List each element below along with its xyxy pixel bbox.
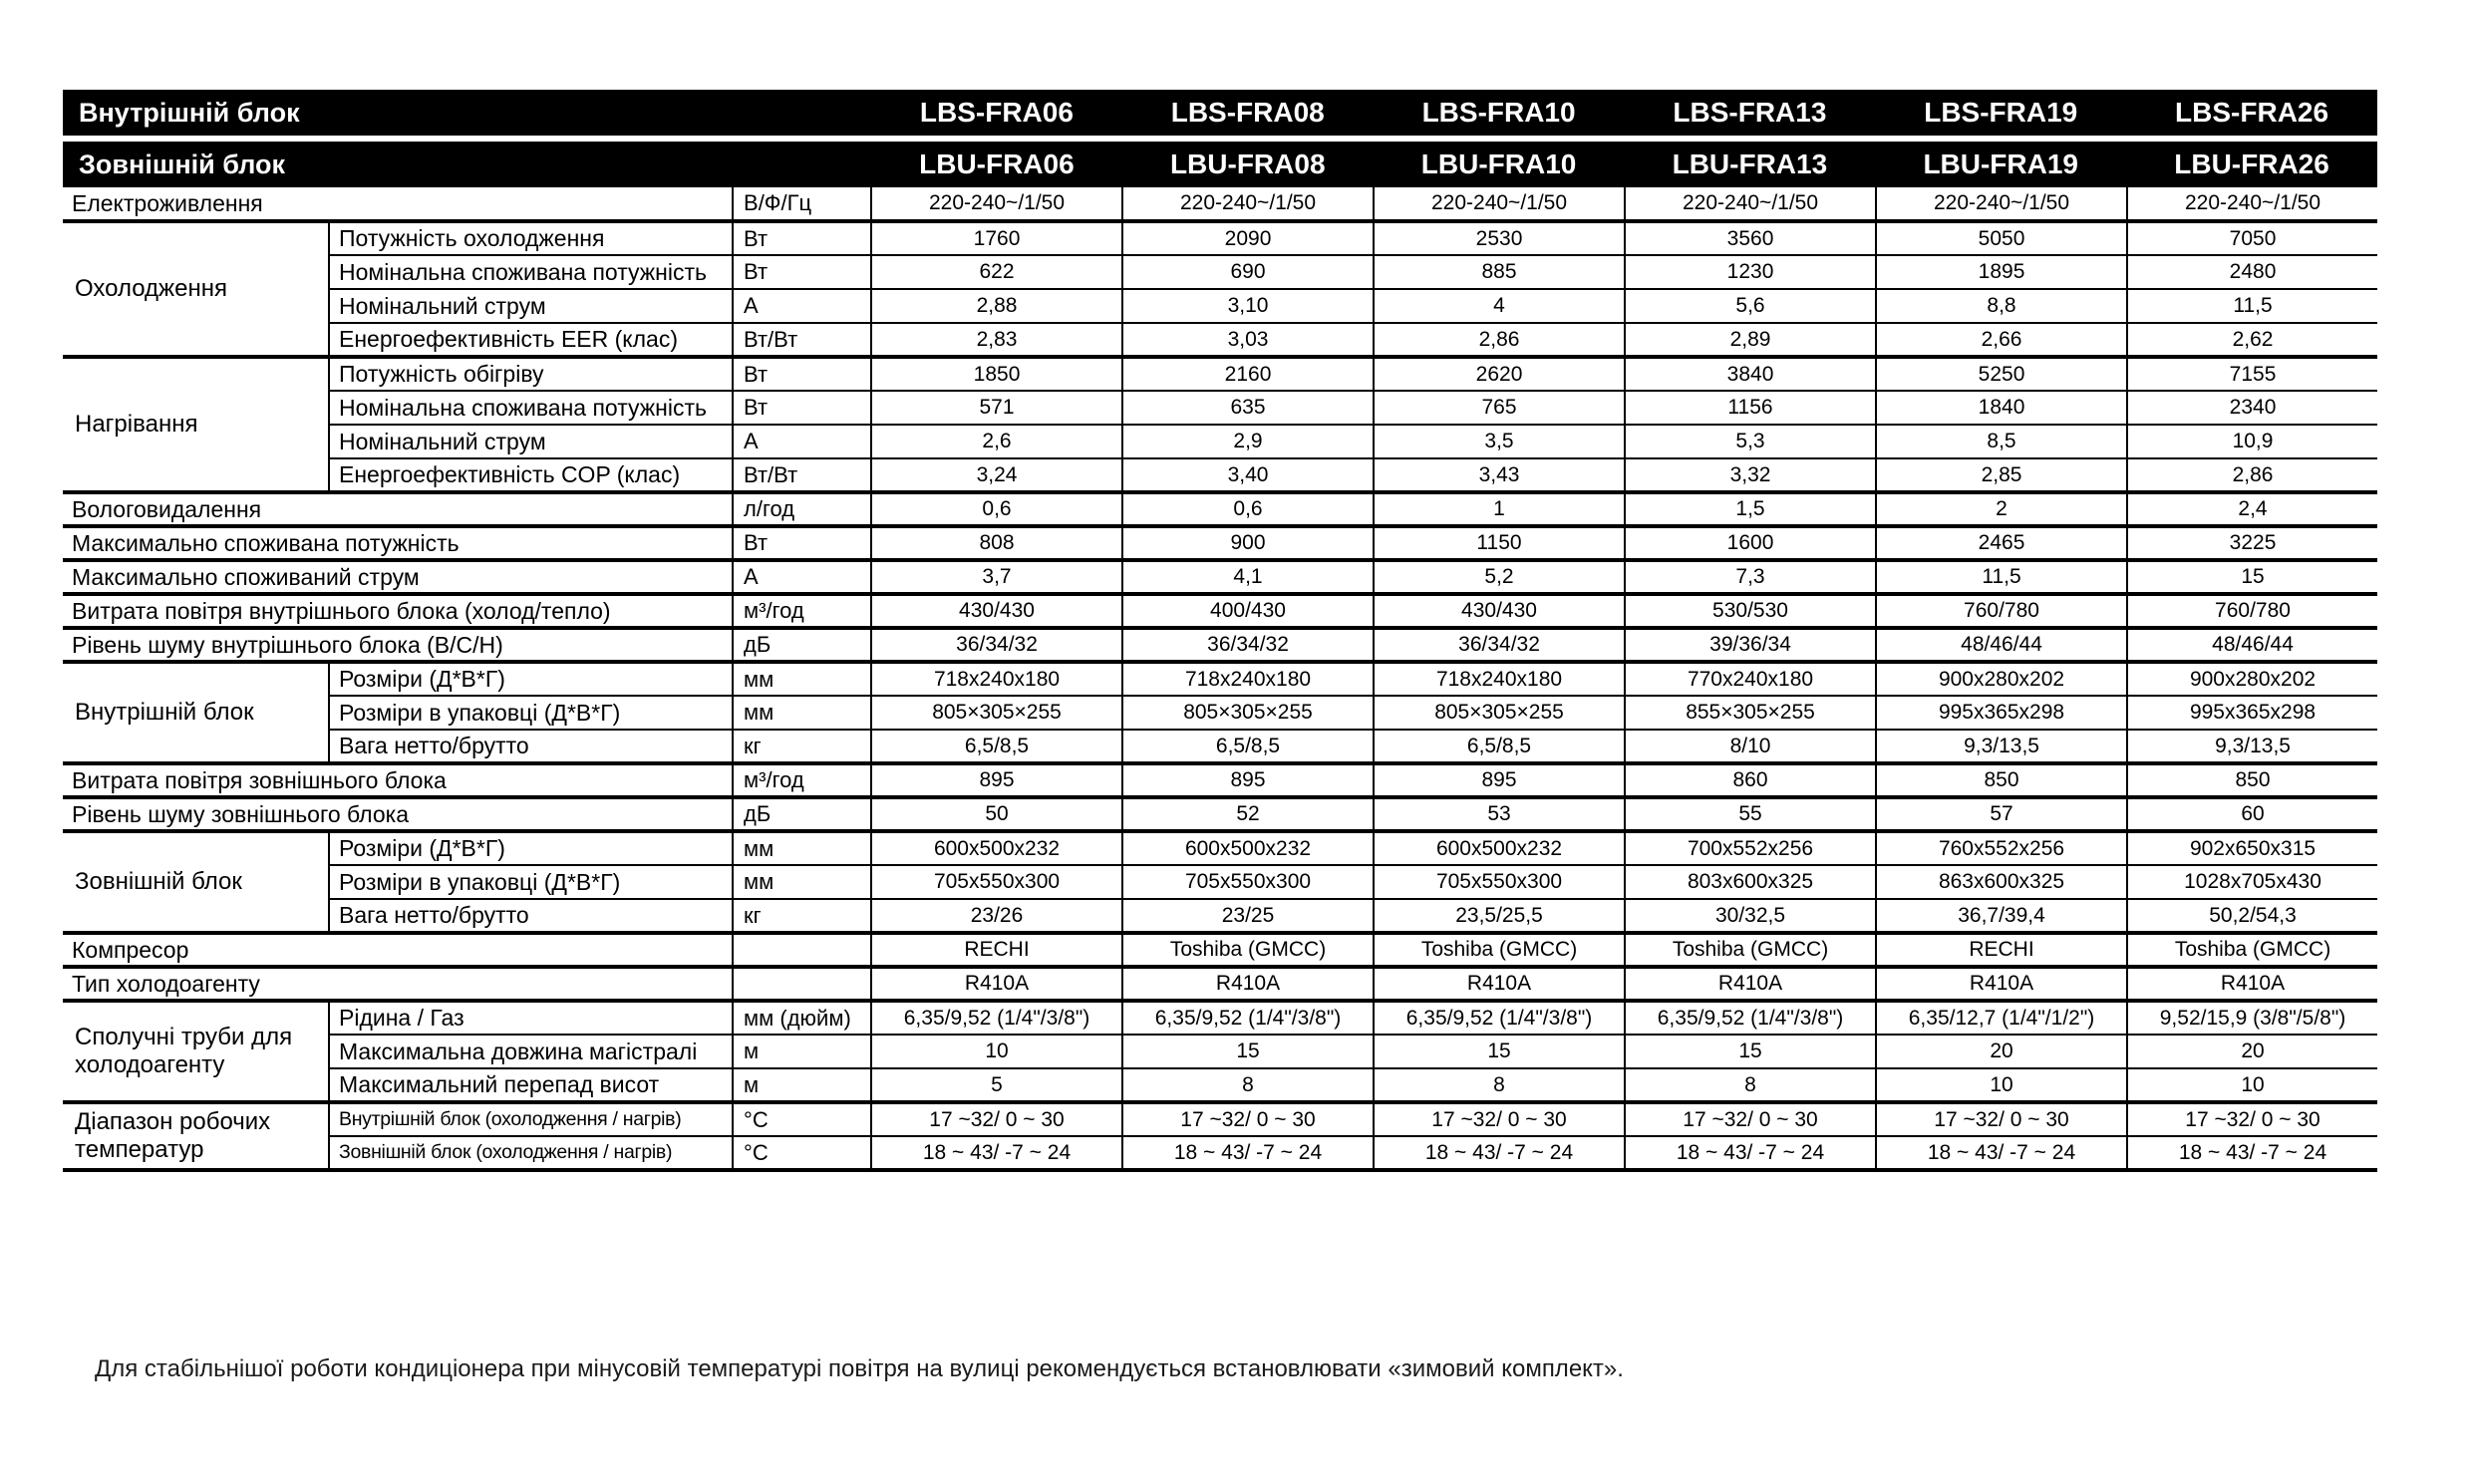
unit-cell: мм [733, 696, 871, 730]
value-cell: 18 ~ 43/ -7 ~ 24 [1876, 1136, 2127, 1170]
value-cell: R410A [1374, 967, 1625, 1001]
value-cell: Toshiba (GMCC) [2127, 933, 2377, 967]
value-cell: 17 ~32/ 0 ~ 30 [2127, 1102, 2377, 1136]
unit-cell: А [733, 560, 871, 594]
table-row [63, 492, 2377, 526]
value-cell: 900x280x202 [2127, 662, 2377, 696]
table-row [63, 696, 2377, 730]
value-cell: 3,03 [1122, 323, 1374, 357]
outdoor-model-name: LBU-FRA26 [2174, 148, 2329, 179]
value-cell: 0,6 [1122, 492, 1374, 526]
unit-cell: мм [733, 865, 871, 899]
value-cell: 5250 [1876, 357, 2127, 391]
value-cell: 18 ~ 43/ -7 ~ 24 [1122, 1136, 1374, 1170]
value-cell: 718x240x180 [871, 662, 1122, 696]
table-row [63, 560, 2377, 594]
value-cell: 4 [1374, 289, 1625, 323]
value-cell: 850 [1876, 763, 2127, 797]
value-cell: 15 [2127, 560, 2377, 594]
table-row [63, 1001, 2377, 1035]
value-cell: R410A [1625, 967, 1876, 1001]
value-cell: 900x280x202 [1876, 662, 2127, 696]
value-cell: 23/25 [1122, 899, 1374, 933]
parameter-label-cell: Номінальний струм [329, 425, 733, 458]
value-cell: 2,62 [2127, 323, 2377, 357]
value-cell: 808 [871, 526, 1122, 560]
value-cell: 1600 [1625, 526, 1876, 560]
value-cell: 8 [1625, 1068, 1876, 1102]
value-cell: 11,5 [1876, 560, 2127, 594]
parameter-label-cell: Витрата повітря зовнішнього блока [63, 763, 733, 797]
value-cell: 11,5 [2127, 289, 2377, 323]
value-cell: 23,5/25,5 [1374, 899, 1625, 933]
value-cell: 57 [1876, 797, 2127, 831]
value-cell: 760/780 [1876, 594, 2127, 628]
unit-cell: м³/год [733, 594, 871, 628]
value-cell: 7155 [2127, 357, 2377, 391]
value-cell: 36/34/32 [1122, 628, 1374, 662]
parameter-label-cell: Зовнішній блок (охолодження / нагрів) [329, 1136, 733, 1170]
value-cell: 995x365x298 [1876, 696, 2127, 730]
value-cell: 5,6 [1625, 289, 1876, 323]
value-cell: 400/430 [1122, 594, 1374, 628]
value-cell: 2,6 [871, 425, 1122, 458]
value-cell: 3840 [1625, 357, 1876, 391]
value-cell: 1850 [871, 357, 1122, 391]
value-cell: 36/34/32 [1374, 628, 1625, 662]
value-cell: 3,32 [1625, 458, 1876, 492]
table-row [63, 323, 2377, 357]
value-cell: 430/430 [1374, 594, 1625, 628]
table-row [63, 458, 2377, 492]
parameter-label-cell: Потужність обігріву [329, 357, 733, 391]
value-cell: 6,35/9,52 (1/4"/3/8") [1625, 1001, 1876, 1035]
value-cell: 885 [1374, 255, 1625, 289]
parameter-label-cell: Максимальна довжина магістралі [329, 1035, 733, 1068]
unit-cell: м [733, 1035, 871, 1068]
value-cell: 17 ~32/ 0 ~ 30 [871, 1102, 1122, 1136]
parameter-label-cell: Рідина / Газ [329, 1001, 733, 1035]
value-cell: 18 ~ 43/ -7 ~ 24 [871, 1136, 1122, 1170]
value-cell: 17 ~32/ 0 ~ 30 [1374, 1102, 1625, 1136]
table-row [63, 933, 2377, 967]
outdoor-unit-header-bar [63, 142, 2377, 187]
value-cell: 863x600x325 [1876, 865, 2127, 899]
value-cell: 1150 [1374, 526, 1625, 560]
value-cell: 18 ~ 43/ -7 ~ 24 [1374, 1136, 1625, 1170]
value-cell: 6,5/8,5 [1122, 730, 1374, 763]
value-cell: 4,1 [1122, 560, 1374, 594]
table-row [63, 526, 2377, 560]
group-label-cell: Зовнішній блок [63, 831, 329, 933]
value-cell: 8 [1374, 1068, 1625, 1102]
parameter-label-cell: Вага нетто/брутто [329, 730, 733, 763]
value-cell: 1760 [871, 221, 1122, 255]
unit-cell: дБ [733, 628, 871, 662]
parameter-label-cell: Розміри в упаковці (Д*В*Г) [329, 865, 733, 899]
value-cell: 10 [871, 1035, 1122, 1068]
value-cell: 2,9 [1122, 425, 1374, 458]
value-cell: 15 [1374, 1035, 1625, 1068]
value-cell: 760/780 [2127, 594, 2377, 628]
group-label-cell: Нагрівання [63, 357, 329, 492]
unit-cell: А [733, 289, 871, 323]
value-cell: 2,83 [871, 323, 1122, 357]
value-cell: 2,86 [2127, 458, 2377, 492]
value-cell: 220-240~/1/50 [1625, 187, 1876, 221]
value-cell: 3560 [1625, 221, 1876, 255]
outdoor-model-name: LBU-FRA10 [1420, 148, 1577, 179]
value-cell: 2160 [1122, 357, 1374, 391]
unit-cell: кг [733, 730, 871, 763]
table-row [63, 594, 2377, 628]
parameter-label-cell: Вологовидалення [63, 492, 733, 526]
value-cell: 1 [1374, 492, 1625, 526]
value-cell: 3,7 [871, 560, 1122, 594]
value-cell: 9,3/13,5 [2127, 730, 2377, 763]
value-cell: 17 ~32/ 0 ~ 30 [1876, 1102, 2127, 1136]
value-cell: 52 [1122, 797, 1374, 831]
value-cell: 18 ~ 43/ -7 ~ 24 [2127, 1136, 2377, 1170]
value-cell: 2,4 [2127, 492, 2377, 526]
value-cell: 2620 [1374, 357, 1625, 391]
parameter-label-cell: Тип холодоагенту [63, 967, 733, 1001]
value-cell: 36/34/32 [871, 628, 1122, 662]
parameter-label-cell: Електроживлення [72, 189, 263, 216]
table-row [63, 1102, 2377, 1136]
indoor-model-name: LBS-FRA10 [1421, 97, 1576, 128]
unit-cell: °С [733, 1136, 871, 1170]
unit-cell: мм [733, 662, 871, 696]
parameter-label-cell: Вага нетто/брутто [329, 899, 733, 933]
table-row [63, 255, 2377, 289]
value-cell: 805×305×255 [871, 696, 1122, 730]
table-row [63, 425, 2377, 458]
table-row [63, 289, 2377, 323]
unit-cell: Вт/Вт [733, 323, 871, 357]
value-cell: 20 [2127, 1035, 2377, 1068]
value-cell: 5050 [1876, 221, 2127, 255]
value-cell: Toshiba (GMCC) [1374, 933, 1625, 967]
value-cell: 2340 [2127, 391, 2377, 425]
unit-cell: В/Ф/Гц [733, 187, 871, 221]
parameter-label-cell: Компресор [63, 933, 733, 967]
value-cell: 220-240~/1/50 [1374, 187, 1625, 221]
table-row [63, 899, 2377, 933]
unit-cell: Вт [733, 255, 871, 289]
unit-cell: мм [733, 831, 871, 865]
value-cell: 2480 [2127, 255, 2377, 289]
value-cell: 6,35/9,52 (1/4"/3/8") [871, 1001, 1122, 1035]
parameter-label-cell: Енергоефективність EER (клас) [329, 323, 733, 357]
value-cell: Toshiba (GMCC) [1625, 933, 1876, 967]
value-cell: 2 [1876, 492, 2127, 526]
value-cell: 220-240~/1/50 [1122, 187, 1374, 221]
unit-cell: Вт [733, 357, 871, 391]
indoor-unit-header-bar [63, 90, 2377, 136]
value-cell: 2,85 [1876, 458, 2127, 492]
value-cell: 1895 [1876, 255, 2127, 289]
unit-cell: А [733, 425, 871, 458]
value-cell: 5 [871, 1068, 1122, 1102]
value-cell: 39/36/34 [1625, 628, 1876, 662]
parameter-label-cell: Максимальний перепад висот [329, 1068, 733, 1102]
parameter-label-cell: Розміри в упаковці (Д*В*Г) [329, 696, 733, 730]
unit-cell: м [733, 1068, 871, 1102]
parameter-label-cell: Енергоефективність COP (клас) [329, 458, 733, 492]
group-label-cell: Діапазон робочих температур [63, 1102, 329, 1170]
table-row [63, 763, 2377, 797]
value-cell: 995x365x298 [2127, 696, 2377, 730]
table-row [63, 221, 2377, 255]
table-row [63, 187, 2377, 221]
parameter-label-cell: Розміри (Д*В*Г) [329, 662, 733, 696]
table-row [63, 967, 2377, 1001]
value-cell: 220-240~/1/50 [1876, 187, 2127, 221]
table-row [63, 391, 2377, 425]
value-cell: 8,8 [1876, 289, 2127, 323]
value-cell: 2,88 [871, 289, 1122, 323]
value-cell: 430/430 [871, 594, 1122, 628]
value-cell: 718x240x180 [1122, 662, 1374, 696]
value-cell: 220-240~/1/50 [2127, 187, 2377, 221]
outdoor-model-name: LBU-FRA13 [1672, 148, 1828, 179]
value-cell: R410A [871, 967, 1122, 1001]
parameter-label-cell: Максимально споживана потужність [63, 526, 733, 560]
outdoor-model-name: LBU-FRA06 [919, 148, 1075, 179]
value-cell: 3,40 [1122, 458, 1374, 492]
parameter-label-cell: Внутрішній блок (охолодження / нагрів) [329, 1102, 733, 1136]
unit-cell: Вт/Вт [733, 458, 871, 492]
value-cell: 571 [871, 391, 1122, 425]
group-label-cell: Сполучні труби для холодоагенту [63, 1001, 329, 1102]
value-cell: 50 [871, 797, 1122, 831]
value-cell: 0,6 [871, 492, 1122, 526]
value-cell: 622 [871, 255, 1122, 289]
value-cell: 600x500x232 [871, 831, 1122, 865]
value-cell: 805×305×255 [1122, 696, 1374, 730]
value-cell: 2,66 [1876, 323, 2127, 357]
outdoor-unit-label: Зовнішній блок [79, 148, 286, 179]
outdoor-models-row [871, 142, 2377, 187]
value-cell: 3,5 [1374, 425, 1625, 458]
specification-table [63, 187, 2377, 1172]
table-row [63, 662, 2377, 696]
value-cell: 220-240~/1/50 [871, 187, 1122, 221]
value-cell: 8,5 [1876, 425, 2127, 458]
unit-cell: кг [733, 899, 871, 933]
table-row [63, 1068, 2377, 1102]
value-cell: 690 [1122, 255, 1374, 289]
value-cell: 23/26 [871, 899, 1122, 933]
parameter-label-cell: Потужність охолодження [329, 221, 733, 255]
value-cell: 803x600x325 [1625, 865, 1876, 899]
value-cell: 895 [871, 763, 1122, 797]
value-cell: 8 [1122, 1068, 1374, 1102]
value-cell: 805×305×255 [1374, 696, 1625, 730]
value-cell: 1156 [1625, 391, 1876, 425]
indoor-model-name: LBS-FRA13 [1673, 97, 1827, 128]
unit-cell: л/год [733, 492, 871, 526]
indoor-models-row [871, 90, 2377, 136]
table-row [63, 797, 2377, 831]
table-row [63, 1136, 2377, 1170]
indoor-model-name: LBS-FRA26 [2175, 97, 2329, 128]
value-cell: 5,2 [1374, 560, 1625, 594]
table-row [63, 865, 2377, 899]
value-cell: 770x240x180 [1625, 662, 1876, 696]
parameter-label-cell: Максимально споживаний струм [63, 560, 733, 594]
table-row [63, 357, 2377, 391]
value-cell: 2,86 [1374, 323, 1625, 357]
value-cell: 600x500x232 [1374, 831, 1625, 865]
value-cell: 855×305×255 [1625, 696, 1876, 730]
group-label-cell: Внутрішній блок [63, 662, 329, 763]
indoor-unit-label: Внутрішній блок [79, 97, 300, 128]
value-cell: 1230 [1625, 255, 1876, 289]
value-cell: 9,52/15,9 (3/8"/5/8") [2127, 1001, 2377, 1035]
value-cell: 6,5/8,5 [1374, 730, 1625, 763]
unit-cell [733, 933, 871, 967]
table-row [63, 1035, 2377, 1068]
value-cell: 53 [1374, 797, 1625, 831]
value-cell: 902x650x315 [2127, 831, 2377, 865]
parameter-label-cell: Номінальна споживана потужність [329, 255, 733, 289]
value-cell: 705x550x300 [1374, 865, 1625, 899]
value-cell: 18 ~ 43/ -7 ~ 24 [1625, 1136, 1876, 1170]
value-cell: R410A [2127, 967, 2377, 1001]
value-cell: Toshiba (GMCC) [1122, 933, 1374, 967]
footer-note: Для стабільнішої роботи кондиціонера при мінусовій температурі повітря на вулиці рекомендується встановлювати «зимовий комплект». [95, 1355, 1624, 1382]
table-row [63, 831, 2377, 865]
outdoor-model-name: LBU-FRA19 [1923, 148, 2078, 179]
value-cell: 9,3/13,5 [1876, 730, 2127, 763]
value-cell: 1028x705x430 [2127, 865, 2377, 899]
value-cell: 705x550x300 [1122, 865, 1374, 899]
value-cell: 6,35/12,7 (1/4"/1/2") [1876, 1001, 2127, 1035]
value-cell: 6,35/9,52 (1/4"/3/8") [1122, 1001, 1374, 1035]
unit-cell: °С [733, 1102, 871, 1136]
value-cell: 635 [1122, 391, 1374, 425]
value-cell: 17 ~32/ 0 ~ 30 [1625, 1102, 1876, 1136]
value-cell: 895 [1374, 763, 1625, 797]
value-cell: RECHI [871, 933, 1122, 967]
unit-cell: Вт [733, 526, 871, 560]
indoor-model-name: LBS-FRA19 [1924, 97, 2078, 128]
value-cell: 3,10 [1122, 289, 1374, 323]
value-cell: 6,35/9,52 (1/4"/3/8") [1374, 1001, 1625, 1035]
indoor-model-name: LBS-FRA08 [1170, 97, 1325, 128]
value-cell: 7,3 [1625, 560, 1876, 594]
value-cell: 760x552x256 [1876, 831, 2127, 865]
value-cell: 1840 [1876, 391, 2127, 425]
value-cell: 2,89 [1625, 323, 1876, 357]
value-cell: 10 [1876, 1068, 2127, 1102]
value-cell: 10 [2127, 1068, 2377, 1102]
value-cell: 5,3 [1625, 425, 1876, 458]
unit-cell: мм (дюйм) [733, 1001, 871, 1035]
parameter-label-cell: Рівень шуму внутрішнього блока (В/С/Н) [63, 628, 733, 662]
table-row [63, 730, 2377, 763]
indoor-model-name: LBS-FRA06 [919, 97, 1074, 128]
value-cell: 48/46/44 [1876, 628, 2127, 662]
parameter-label-cell: Номінальний струм [329, 289, 733, 323]
value-cell: 765 [1374, 391, 1625, 425]
value-cell: R410A [1122, 967, 1374, 1001]
unit-cell: дБ [733, 797, 871, 831]
value-cell: 17 ~32/ 0 ~ 30 [1122, 1102, 1374, 1136]
value-cell: 50,2/54,3 [2127, 899, 2377, 933]
unit-cell: м³/год [733, 763, 871, 797]
value-cell: 700x552x256 [1625, 831, 1876, 865]
unit-cell: Вт [733, 221, 871, 255]
group-label-cell: Охолодження [63, 221, 329, 357]
value-cell: 60 [2127, 797, 2377, 831]
value-cell: 55 [1625, 797, 1876, 831]
value-cell: 7050 [2127, 221, 2377, 255]
value-cell: 6,5/8,5 [871, 730, 1122, 763]
value-cell: 15 [1625, 1035, 1876, 1068]
value-cell: 36,7/39,4 [1876, 899, 2127, 933]
value-cell: 20 [1876, 1035, 2127, 1068]
value-cell: 705x550x300 [871, 865, 1122, 899]
value-cell: 900 [1122, 526, 1374, 560]
value-cell: 10,9 [2127, 425, 2377, 458]
value-cell: 3,43 [1374, 458, 1625, 492]
table-row [63, 628, 2377, 662]
value-cell: 3225 [2127, 526, 2377, 560]
value-cell: 530/530 [1625, 594, 1876, 628]
value-cell: 600x500x232 [1122, 831, 1374, 865]
value-cell: 15 [1122, 1035, 1374, 1068]
parameter-label-cell: Номінальна споживана потужність [329, 391, 733, 425]
value-cell: 2530 [1374, 221, 1625, 255]
value-cell: 30/32,5 [1625, 899, 1876, 933]
unit-cell [733, 967, 871, 1001]
value-cell: 8/10 [1625, 730, 1876, 763]
outdoor-model-name: LBU-FRA08 [1169, 148, 1326, 179]
value-cell: 718x240x180 [1374, 662, 1625, 696]
value-cell: 3,24 [871, 458, 1122, 492]
value-cell: 2090 [1122, 221, 1374, 255]
value-cell: 1,5 [1625, 492, 1876, 526]
value-cell: 860 [1625, 763, 1876, 797]
parameter-label-cell: Рівень шуму зовнішнього блока [63, 797, 733, 831]
value-cell: R410A [1876, 967, 2127, 1001]
value-cell: 895 [1122, 763, 1374, 797]
unit-cell: Вт [733, 391, 871, 425]
value-cell: RECHI [1876, 933, 2127, 967]
value-cell: 850 [2127, 763, 2377, 797]
parameter-label-cell: Витрата повітря внутрішнього блока (холод/тепло) [63, 594, 733, 628]
parameter-label-cell: Розміри (Д*В*Г) [329, 831, 733, 865]
value-cell: 48/46/44 [2127, 628, 2377, 662]
value-cell: 2465 [1876, 526, 2127, 560]
